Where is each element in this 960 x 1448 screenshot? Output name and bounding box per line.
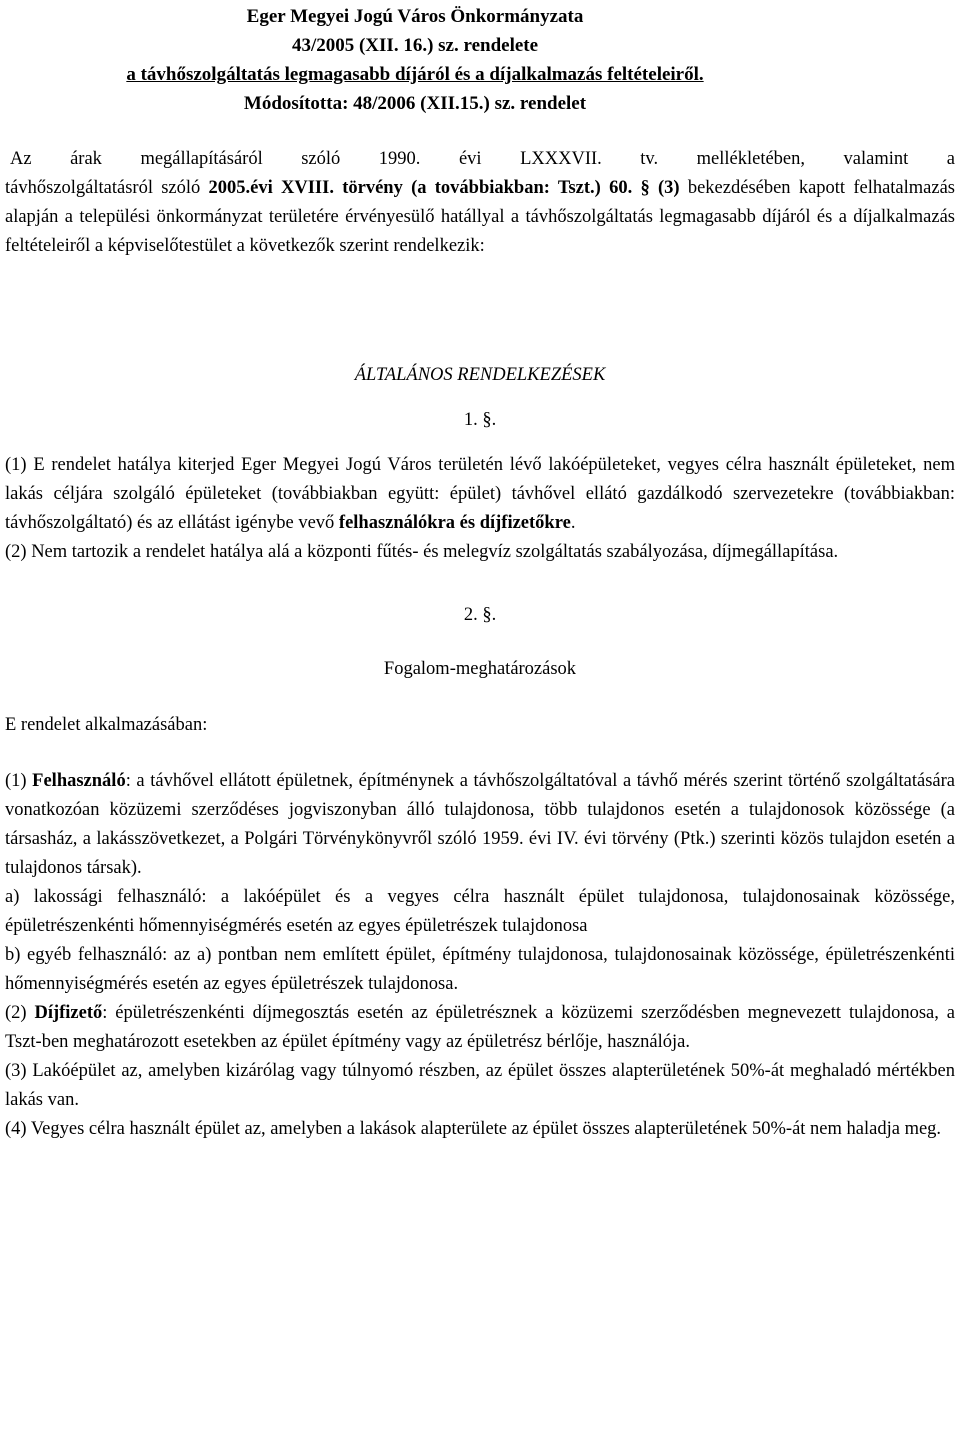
preamble xyxy=(5,145,955,261)
preamble-rest: bekezdésében kapott felhatalmazás alapján a települési önkormányzat területére érvényesülő hatállyal a távhőszolgáltatás legmagasabb díjáról és a díjalkalmazás feltételeiről a képviselőtestület a következők szerint rendelkezik: xyxy=(5,178,956,256)
paragraph-1-section-2: (2) Nem tartozik a rendelet hatálya alá a központi fűtés- és melegvíz szolgáltatás szabályozása, díjmegállapítása. xyxy=(5,542,839,562)
paragraph-1-number: 1. §. xyxy=(463,410,497,430)
definition-1-b: b) egyéb felhasználó: az a) pontban nem említett épület, építmény tulajdonosa, tulajdonosainak közössége, épületrészenkénti hőmennyiségmérés esetén az egyes épületrészek tulajdonosa. xyxy=(5,945,955,994)
paragraph-1-section-1 xyxy=(5,451,955,538)
p1-s1-bold: felhasználókra és díjfizetőkre xyxy=(338,513,571,533)
definitions-intro: E rendelet alkalmazásában: xyxy=(5,715,208,735)
header-decree-number: 43/2005 (XII. 16.) sz. rendelete xyxy=(291,35,539,56)
document-header xyxy=(5,2,825,118)
def-2-term: Díjfizető xyxy=(34,1003,103,1023)
preamble-body xyxy=(5,174,955,261)
section-title: ÁLTALÁNOS RENDELKEZÉSEK xyxy=(354,365,606,385)
def-2-text: : épületrészenkénti díjmegosztás esetén az épületrésznek a közüzemi szerződésben megnevezett tulajdonosa, a Tszt-ben meghatározott esetekben az épület építmény vagy az épületrész bérlője, használója. xyxy=(5,1003,955,1052)
preamble-line-1: Az árak megállapításáról szóló 1990. évi LXXXVII. tv. mellékletében, valamint a xyxy=(10,149,955,169)
definition-1 xyxy=(5,767,955,883)
definition-2 xyxy=(5,999,955,1057)
paragraph-2-number: 2. §. xyxy=(463,605,497,625)
document-page xyxy=(5,2,955,1144)
header-amendment: Módosította: 48/2006 (XII.15.) sz. rendelet xyxy=(243,93,587,114)
definition-4: (4) Vegyes célra használt épület az, amelyben a lakások alapterülete az épület összes alapterületének 50%-át nem haladja meg. xyxy=(5,1119,942,1139)
header-issuer: Eger Megyei Jogú Város Önkormányzata xyxy=(246,6,584,27)
definition-3: (3) Lakóépület az, amelyben kizárólag vagy túlnyomó részben, az épület összes alapterületének 50%-át meghaladó mértékben lakás van. xyxy=(5,1061,955,1110)
header-decree-title: a távhőszolgáltatás legmagasabb díjáról és a díjalkalmazás feltételeiről. xyxy=(126,64,704,85)
def-1-text: : a távhővel ellátott épületnek, építménynek a távhőszolgáltatóval a távhő mérés szerint történő szolgáltatására vonatkozóan közüzemi szerződéses jogviszonyban álló tulajdonosa, több tulajdonos esetén a tulajdonosok közössége (a társasház, a lakásszövetkezet, a Polgári Törvénykönyvről szóló 1959. évi IV. évi törvény (Ptk.) szerinti közös tulajdon esetén a tulajdonos társak). xyxy=(5,771,955,878)
preamble-line-2-start: távhőszolgáltatásról szóló xyxy=(5,178,209,198)
definitions-title: Fogalom-meghatározások xyxy=(383,659,577,679)
p1-s1-text: (1) E rendelet hatálya kiterjed Eger Megyei Jogú Város területén lévő lakóépületeket, vegyes célra használt épületeket, nem lakás céljára szolgáló épületeket (továbbiakban együtt: épület) távhővel ellátó gazdálkodó szervezetekre (továbbiakban: távhőszolgáltató) és az ellátást igénybe vevő xyxy=(5,455,955,533)
def-2-number: (2) xyxy=(5,1003,35,1023)
preamble-law-reference: 2005.évi XVIII. törvény (a továbbiakban: Tszt.) 60. § (3) xyxy=(208,178,680,198)
definition-1-a: a) lakossági felhasználó: a lakóépület és a vegyes célra használt épület tulajdonosa, tulajdonosainak közössége, épületrészenkénti hőmennyiségmérés esetén az egyes épületrészek tulajdonosa xyxy=(5,887,955,936)
def-1-term: Felhasználó xyxy=(32,771,126,791)
p1-s1-end: . xyxy=(570,513,576,533)
def-1-number: (1) xyxy=(5,771,33,791)
